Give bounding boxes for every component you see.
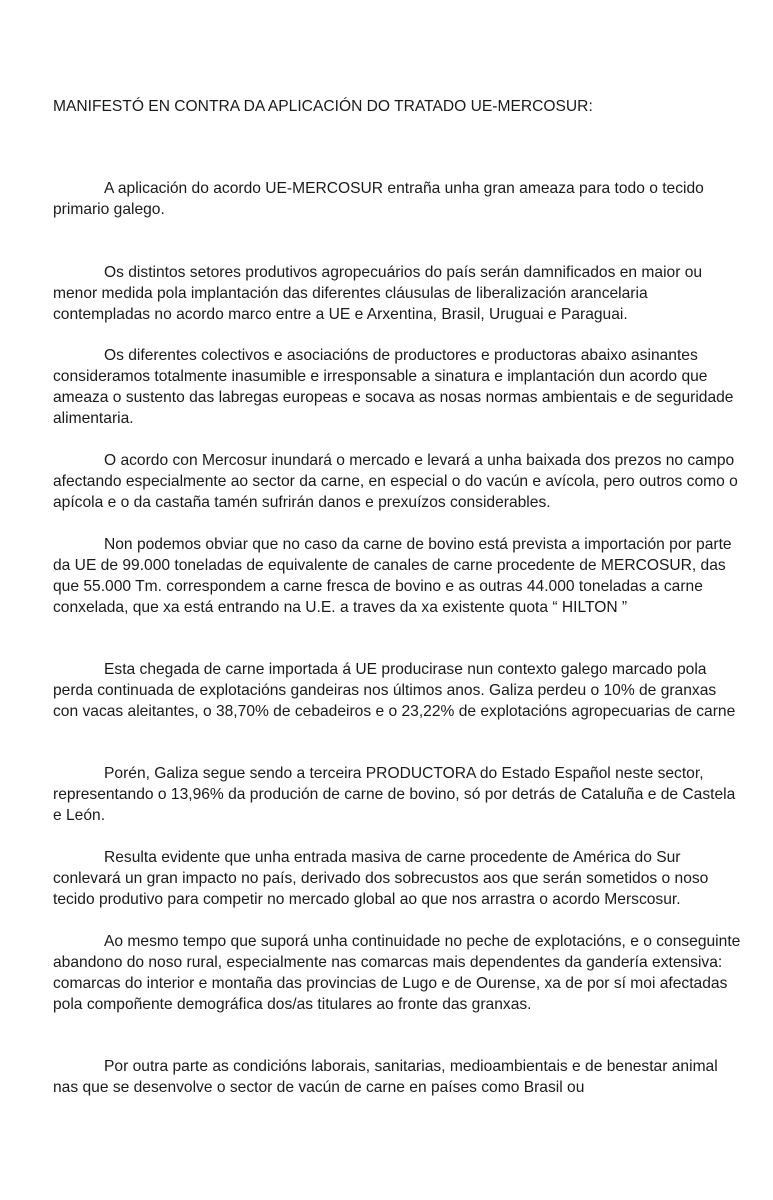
paragraph: Non podemos obviar que no caso da carne de bovino está prevista a importación por parte da UE de 99.000 toneladas de equivalente de canales de carne procedente de MERCOSUR, das que 55.000 Tm. correspondem a carne fresca de bovino e as outras 44.000 toneladas a carne conxelada, que xa está entrando na U.E. a traves da xa existente quota “ HILTON ” — [53, 536, 732, 616]
paragraph: A aplicación do acordo UE-MERCOSUR entraña unha gran ameaza para todo o tecido primario galego. — [53, 180, 704, 218]
paragraph: Esta chegada de carne importada á UE producirase nun contexto galego marcado pola perda continuada de explotacións gandeiras nos últimos anos. Galiza perdeu o 10% de granxas con vacas aleitantes, o 38,70% de cebadeiros e o 23,22% de explotacións agropecuarias de carne — [53, 661, 736, 720]
paragraph: Os diferentes colectivos e asociacións de productores e productoras abaixo asinantes consideramos totalmente inasumible e irresponsable a sinatura e implantación dun acordo que ameaza o sustento das labregas europeas e socava as nosas normas ambientais e de seguridade alimentaria. — [53, 347, 734, 427]
paragraph: Por outra parte as condicións laborais, sanitarias, medioambientais e de benestar animal nas que se desenvolve o sector de vacún de carne en países como Brasil ou — [53, 1058, 718, 1096]
paragraph: Resulta evidente que unha entrada masiva de carne procedente de América do Sur conlevará un gran impacto no país, derivado dos sobrecustos aos que serán sometidos o noso tecido produtivo para competir no mercado global ao que nos arrastra o acordo Merscosur. — [53, 849, 709, 908]
paragraph: Os distintos setores produtivos agropecuários do país serán damnificados en maior ou menor medida pola implantación das diferentes cláusulas de liberalización arancelaria contempladas no acordo marco entre a UE e Arxentina, Brasil, Uruguai e Paraguai. — [53, 264, 703, 323]
paragraph: Porén, Galiza segue sendo a terceira PRODUCTORA do Estado Español neste sector, representando o 13,96% da produción de carne de bovino, só por detrás de Cataluña e de Castela e León. — [53, 765, 736, 824]
paragraph: Ao mesmo tempo que suporá unha continuidade no peche de explotacións, e o conseguinte abandono do noso rural, especialmente nas comarcas mais dependentes da gandería extensiva: comarcas do interior e montaña das provincias de Lugo e de Ourense, xa de por sí moi afectadas pola compoñente demográfica dos/as titulares ao fronte das granxas. — [53, 933, 741, 1013]
document-title: MANIFESTÓ EN CONTRA DA APLICACIÓN DO TRATADO UE-MERCOSUR: — [53, 98, 593, 115]
paragraph: O acordo con Mercosur inundará o mercado e levará a unha baixada dos prezos no campo afectando especialmente ao sector da carne, en especial o do vacún e avícola, pero outros como o apícola e o da castaña tamén sufrirán danos e prexuízos considerables. — [53, 452, 738, 511]
